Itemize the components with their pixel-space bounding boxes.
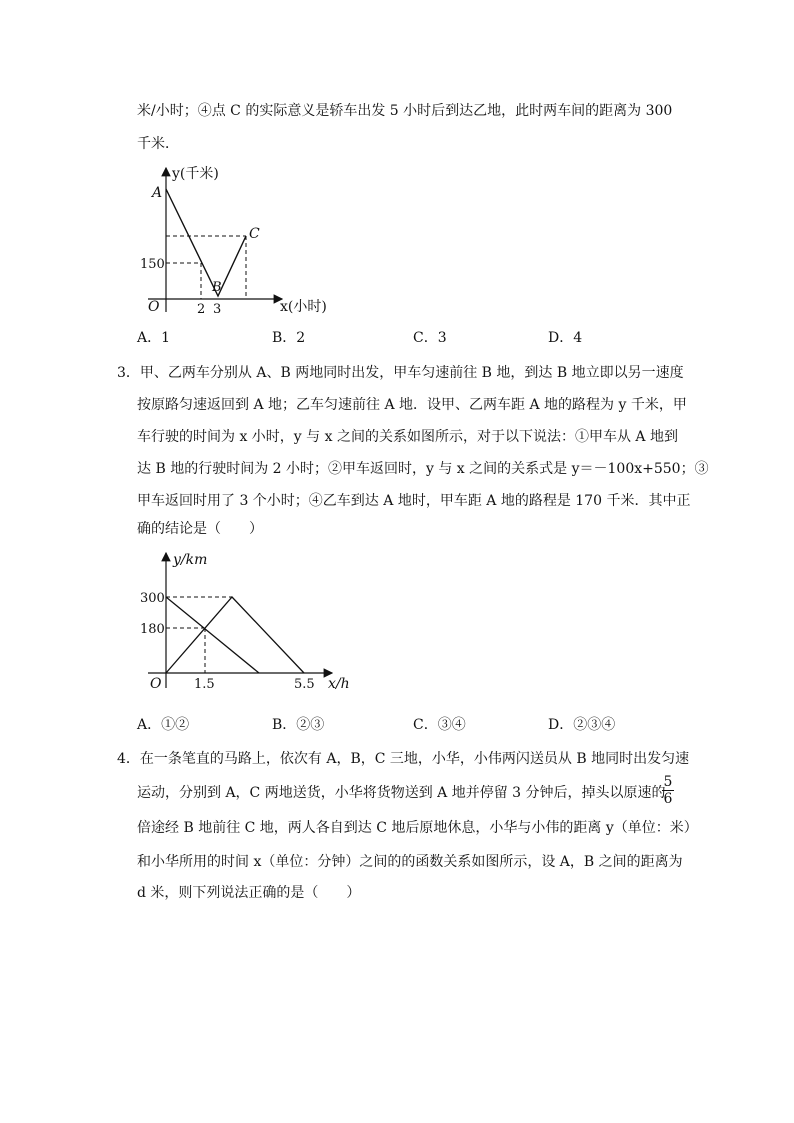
graph2-x-label: x/h (328, 676, 350, 692)
q2-option-b: B．2 (272, 330, 306, 346)
graph2-y-label: y/km (173, 552, 208, 568)
graph1-point-a: A (152, 185, 163, 201)
q4-fraction-denominator: 6 (663, 791, 673, 807)
graph1-tick-x-3: 3 (213, 302, 222, 317)
q4-fraction (662, 774, 674, 807)
graph1-point-c: C (249, 226, 260, 242)
q4-text-line-3: 倍途经 B 地前往 C 地，两人各自到达 C 地后原地休息，小华与小伟的距离 y（单位：米） (137, 820, 698, 836)
q3-text-line-1: 3．甲、乙两车分别从 A、B 两地同时出发，甲车匀速前往 B 地，到达 B 地立即以另一速度 (117, 365, 684, 381)
q3-text-line-2: 按原路匀速返回到 A 地；乙车匀速前往 A 地．设甲、乙两车距 A 地的路程为 y 千米，甲 (137, 397, 687, 413)
graph2-tick-x-1-5: 1.5 (194, 677, 215, 692)
q4-text-line-1: 4．在一条笔直的马路上，依次有 A，B，C 三地，小华，小伟两闪送员从 B 地同时出发匀速 (117, 751, 690, 767)
graph2-origin: O (150, 676, 162, 692)
q2-text-line-1: 米/小时；④点 C 的实际意义是轿车出发 5 小时后到达乙地，此时两车间的距离为 300 (137, 103, 673, 119)
q4-fraction-numerator: 5 (663, 774, 673, 790)
q3-text-line-5: 甲车返回时用了 3 个小时；④乙车到达 A 地时，甲车距 A 地的路程是 170 千米．其中正 (137, 493, 691, 509)
graph2-tick-y-300: 300 (140, 591, 165, 606)
graph1-tick-x-2: 2 (197, 302, 206, 317)
q3-option-d: D．②③④ (548, 717, 616, 733)
q3-option-a: A．①② (137, 717, 190, 733)
q3-text-line-4: 达 B 地的行驶时间为 2 小时；②甲车返回时，y 与 x 之间的关系式是 y＝－100x+550；③ (137, 461, 709, 477)
q3-option-b: B．②③ (272, 717, 325, 733)
graph1-origin: O (148, 299, 160, 315)
graph1-point-b: B (212, 280, 222, 295)
q3-option-c: C．③④ (413, 717, 466, 733)
q3-text-line-6: 确的结论是（ ） (137, 521, 263, 537)
q4-text-line-4: 和小华所用的时间 x（单位：分钟）之间的的函数关系如图所示，设 A，B 之间的距离为 (137, 854, 683, 870)
q4-text-line-5: d 米，则下列说法正确的是（ ） (137, 885, 361, 901)
q3-text-line-3: 车行驶的时间为 x 小时，y 与 x 之间的关系如图所示，对于以下说法：①甲车从 A 地到 (137, 429, 678, 445)
graph2-jia-line (166, 597, 304, 673)
graph2-yi-line (166, 597, 259, 673)
q2-option-c: C．3 (413, 330, 447, 346)
graph2-tick-x-5-5: 5.5 (294, 677, 315, 692)
q2-option-d: D．4 (548, 330, 583, 346)
graph2-tick-y-180: 180 (140, 622, 165, 637)
q2-option-a: A．1 (137, 330, 171, 346)
graph1-x-label: x(小时) (280, 299, 327, 315)
q2-text-line-2: 千米． (137, 136, 179, 152)
q4-text-line-2: 运动，分别到 A，C 两地送货，小华将货物送到 A 地并停留 3 分钟后，掉头以原速的 (137, 785, 666, 801)
graph1-tick-y-150: 150 (140, 257, 165, 272)
graph1-y-label: y(千米) (172, 166, 219, 182)
